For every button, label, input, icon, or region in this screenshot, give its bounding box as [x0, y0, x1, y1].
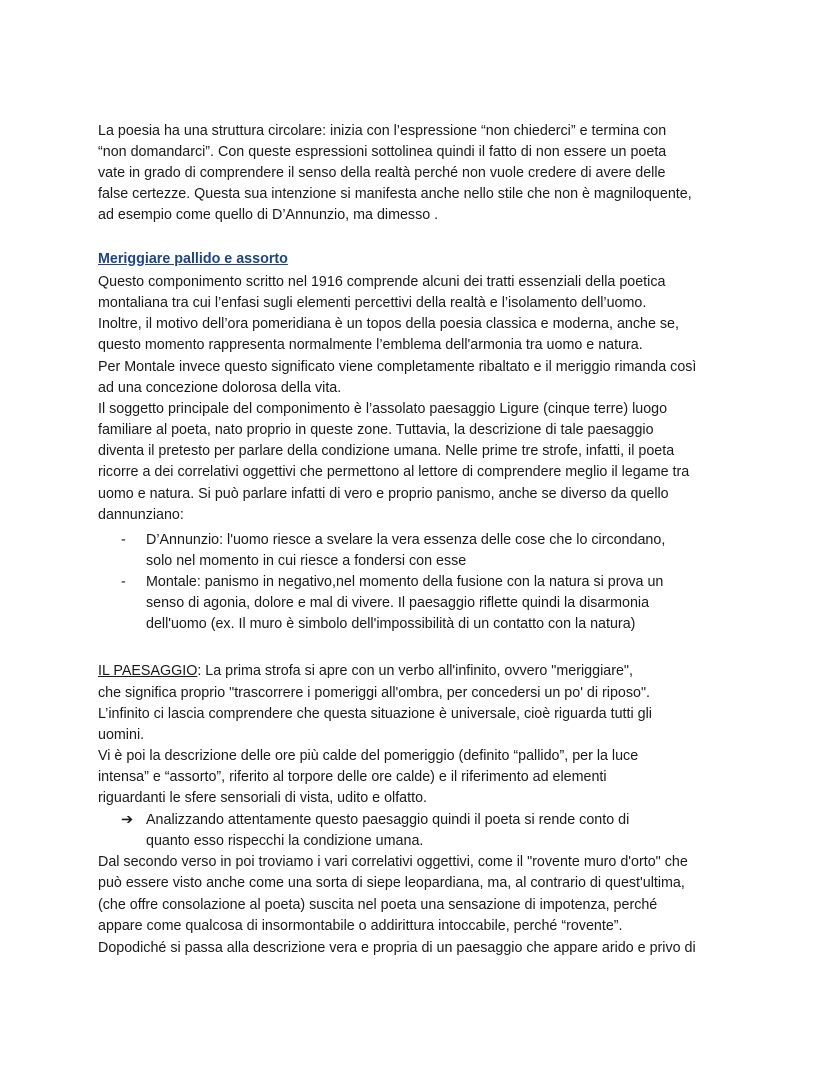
- text-line: appare come qualcosa di insormontabile o addirittura intoccabile, perché “rovente”.: [98, 918, 623, 934]
- text-line: solo nel momento in cui riesce a fondersi con esse: [146, 553, 467, 569]
- text-line: Dal secondo verso in poi troviamo i vari correlativi oggettivi, come il "rovente muro d'orto" che: [98, 854, 688, 870]
- text-line: Montale: panismo in negativo,nel momento della fusione con la natura si prova un: [146, 574, 664, 590]
- text-line: quanto esso rispecchi la condizione umana.: [146, 833, 424, 849]
- paesaggio-label: IL PAESAGGIO: [98, 663, 198, 679]
- dash-marker: -: [121, 532, 126, 548]
- text-line: Per Montale invece questo significato viene completamente ribaltato e il meriggio rimanda così: [98, 359, 697, 375]
- text-line: uomo e natura. Si può parlare infatti di vero e proprio panismo, anche se diverso da quello: [98, 486, 669, 502]
- text-line: dannunziano:: [98, 507, 184, 523]
- text-line: Inoltre, il motivo dell’ora pomeridiana è un topos della poesia classica e moderna, anche se,: [98, 316, 679, 332]
- text-line: ad una concezione dolorosa della vita.: [98, 380, 342, 396]
- text-line: ricorre a dei correlativi oggettivi che permettono al lettore di comprendere meglio il legame tra: [98, 464, 690, 480]
- text-line: [98, 661, 633, 682]
- text-line: L’infinito ci lascia comprendere che questa situazione è universale, cioè riguarda tutti gli: [98, 706, 652, 722]
- text-line: Dopodiché si passa alla descrizione vera e propria di un paesaggio che appare arido e privo di: [98, 940, 696, 956]
- text-line: senso di agonia, dolore e mal di vivere. Il paesaggio riflette quindi la disarmonia: [146, 595, 650, 611]
- text-line: D’Annunzio: l'uomo riesce a svelare la vera essenza delle cose che lo circondano,: [146, 532, 666, 548]
- text-line: intensa” e “assorto”, riferito al torpore delle ore calde) e il riferimento ad elementi: [98, 769, 607, 785]
- dash-marker: -: [121, 574, 126, 590]
- text-line: riguardanti le sfere sensoriali di vista, udito e olfatto.: [98, 790, 428, 806]
- text-line: uomini.: [98, 727, 145, 743]
- text-line: montaliana tra cui l’enfasi sugli elementi percettivi della realtà e l’isolamento dell’uomo.: [98, 295, 647, 311]
- text-line: familiare al poeta, nato proprio in queste zone. Tuttavia, la descrizione di tale paesaggio: [98, 422, 654, 438]
- text-line: (che offre consolazione al poeta) suscita nel poeta una sensazione di impotenza, perché: [98, 897, 658, 913]
- text-line: ad esempio come quello di D’Annunzio, ma dimesso .: [98, 207, 439, 223]
- paesaggio-first-line: : La prima strofa si apre con un verbo all'infinito, ovvero "meriggiare",: [197, 663, 633, 679]
- text-line: “non domandarci”. Con queste espressioni sottolinea quindi il fatto di non essere un poeta: [98, 144, 667, 160]
- text-line: questo momento rappresenta normalmente l’emblema dell'armonia tra uomo e natura.: [98, 337, 643, 353]
- text-line: Vi è poi la descrizione delle ore più calde del pomeriggio (definito “pallido”, per la luce: [98, 748, 639, 764]
- text-line: Il soggetto principale del componimento è l’assolato paesaggio Ligure (cinque terre) luogo: [98, 401, 668, 417]
- text-line: Analizzando attentamente questo paesaggio quindi il poeta si rende conto di: [146, 812, 630, 828]
- text-line: dell'uomo (ex. Il muro è simbolo dell'impossibilità di un contatto con la natura): [146, 616, 636, 632]
- text-line: false certezze. Questa sua intenzione si manifesta anche nello stile che non è magniloquente,: [98, 186, 692, 202]
- text-line: Questo componimento scritto nel 1916 comprende alcuni dei tratti essenziali della poetica: [98, 274, 666, 290]
- text-line: vate in grado di comprendere il senso della realtà perché non vuole credere di avere delle: [98, 165, 666, 181]
- text-line: diventa il pretesto per parlare della condizione umana. Nelle prime tre strofe, infatti, il poeta: [98, 443, 675, 459]
- section-heading: Meriggiare pallido e assorto: [98, 251, 288, 267]
- text-line: La poesia ha una struttura circolare: inizia con l’espressione “non chiederci” e termina con: [98, 123, 667, 139]
- arrow-icon: ➔: [121, 812, 133, 828]
- text-line: che significa proprio "trascorrere i pomeriggi all'ombra, per concedersi un po' di riposo".: [98, 685, 651, 701]
- text-line: può essere visto anche come una sorta di siepe leopardiana, ma, al contrario di quest'ultima,: [98, 875, 685, 891]
